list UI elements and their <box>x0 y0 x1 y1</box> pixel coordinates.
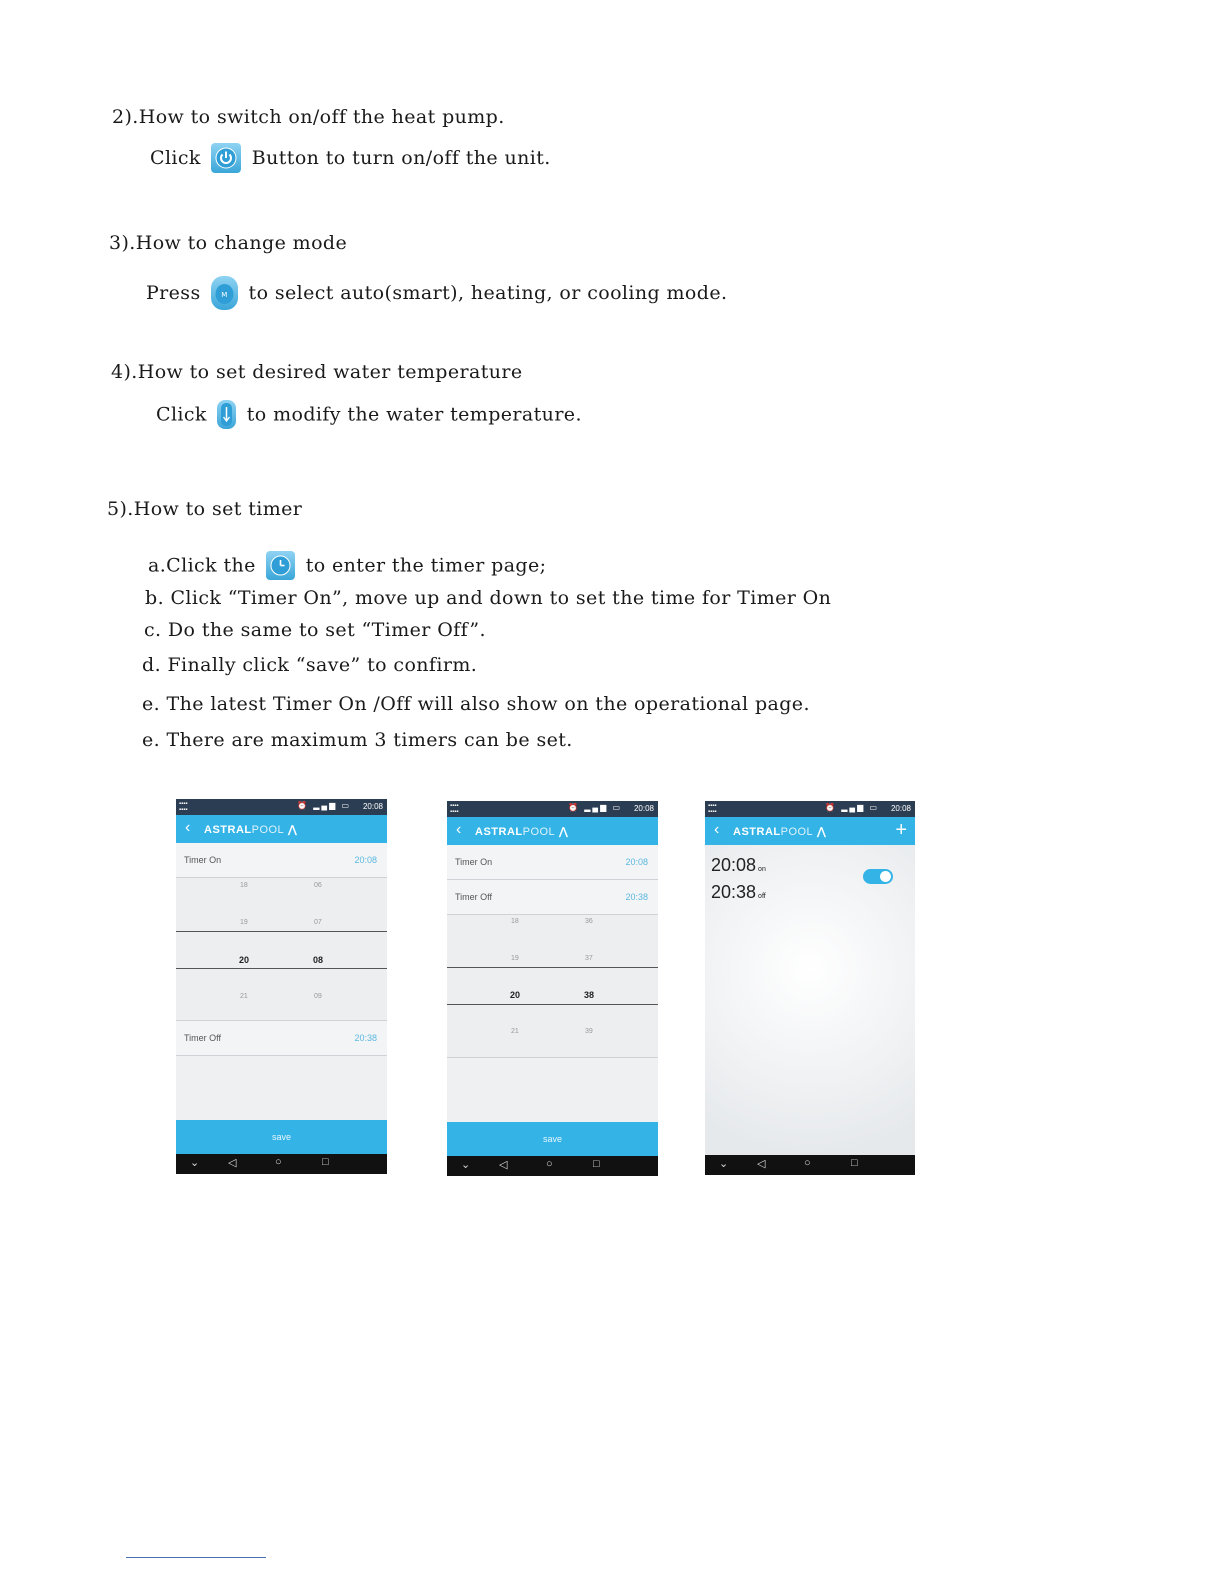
on-time: 20:08 <box>711 855 757 875</box>
section-5-heading: 5).How to set timer <box>107 498 303 520</box>
picker-hour: 18 <box>240 882 248 889</box>
brand-light: POOL <box>522 826 556 838</box>
picker-selection-band <box>176 931 387 969</box>
nav-down-icon[interactable]: ⌄ <box>719 1158 729 1170</box>
section-4-pre: Click <box>156 403 207 426</box>
section-5-step-e2: e. There are maximum 3 timers can be set. <box>142 729 573 751</box>
step-a-post: to enter the timer page; <box>305 554 547 577</box>
picker-minute-selected: 08 <box>313 955 324 965</box>
picker-hour: 19 <box>511 955 519 962</box>
add-timer-icon[interactable]: + <box>895 819 907 841</box>
picker-hour-selected: 20 <box>239 955 250 965</box>
section-3-heading: 3).How to change mode <box>109 232 348 254</box>
phone-screenshot-timer-list <box>705 801 915 1175</box>
picker-minute: 39 <box>585 1028 593 1035</box>
section-5-step-d: d. Finally click “save” to confirm. <box>142 654 478 676</box>
nav-recents-icon[interactable]: □ <box>851 1157 858 1169</box>
status-bar: ▪▪▪▪ ▪▪▪▪ ⏰ ▂▄▆ ▭ 20:08 <box>176 799 387 815</box>
nav-back-icon[interactable]: ◁ <box>757 1158 766 1170</box>
back-icon[interactable]: ‹ <box>456 821 462 838</box>
section-2-pre: Click <box>150 147 201 169</box>
phone-screenshot-timer-off <box>447 801 658 1176</box>
picker-hour: 18 <box>511 918 519 925</box>
brand-light: POOL <box>251 824 285 836</box>
back-icon[interactable]: ‹ <box>185 819 191 836</box>
section-5-step-b: b. Click “Timer On”, move up and down to set the time for Timer On <box>145 587 832 609</box>
picker-selection-band <box>447 967 658 1005</box>
nav-back-icon[interactable]: ◁ <box>228 1157 237 1169</box>
off-label: off <box>758 893 766 900</box>
picker-minute: 09 <box>314 993 322 1000</box>
timer-on-label: Timer On <box>455 857 493 867</box>
section-3-pre: Press <box>146 282 201 304</box>
picker-hour: 19 <box>240 919 248 926</box>
picker-minute: 07 <box>314 919 322 926</box>
status-time: 20:08 <box>633 804 654 813</box>
android-nav-bar <box>176 1154 387 1174</box>
timer-on-value: 20:08 <box>354 855 377 865</box>
timer-on-time <box>711 855 766 876</box>
picker-minute: 36 <box>585 918 593 925</box>
section-2-post: Button to turn on/off the unit. <box>251 147 551 169</box>
status-time: 20:08 <box>890 804 911 813</box>
on-label: on <box>758 866 766 873</box>
timer-off-label: Timer Off <box>455 892 493 902</box>
footer-rule <box>126 1557 266 1558</box>
nav-down-icon[interactable]: ⌄ <box>190 1157 200 1169</box>
timer-off-row[interactable] <box>176 1021 387 1056</box>
nav-recents-icon[interactable]: □ <box>322 1156 329 1168</box>
phone-screenshot-timer-on <box>176 799 387 1174</box>
temperature-icon <box>217 400 236 429</box>
timer-off-value: 20:38 <box>354 1033 377 1043</box>
section-3-instruction <box>146 276 727 310</box>
nav-home-icon[interactable]: ○ <box>275 1156 282 1168</box>
timer-on-label: Timer On <box>184 855 222 865</box>
timer-off-time <box>711 882 766 903</box>
step-a-pre: a.Click the <box>148 554 256 577</box>
time-picker[interactable] <box>176 878 387 1021</box>
nav-home-icon[interactable]: ○ <box>804 1157 811 1169</box>
section-2-heading: 2).How to switch on/off the heat pump. <box>112 106 505 128</box>
brand-bold: ASTRAL <box>733 826 781 838</box>
app-bar <box>447 817 658 845</box>
brand-logo: ASTRALPOOL ⋀ <box>475 826 569 838</box>
off-time: 20:38 <box>711 882 757 902</box>
nav-down-icon[interactable]: ⌄ <box>461 1159 471 1171</box>
brand-logo: ASTRALPOOL ⋀ <box>733 826 827 838</box>
picker-minute: 37 <box>585 955 593 962</box>
timer-on-value: 20:08 <box>625 857 648 867</box>
section-5-step-c: c. Do the same to set “Timer Off”. <box>144 619 486 641</box>
nav-home-icon[interactable]: ○ <box>546 1158 553 1170</box>
time-picker[interactable] <box>447 915 658 1058</box>
section-5-step-a <box>148 551 546 580</box>
brand-logo: ASTRALPOOL ⋀ <box>204 824 298 836</box>
timer-off-label: Timer Off <box>184 1033 222 1043</box>
clock-icon <box>266 551 295 580</box>
section-4-post: to modify the water temperature. <box>246 403 582 426</box>
picker-hour: 21 <box>511 1028 519 1035</box>
nav-back-icon[interactable]: ◁ <box>499 1159 508 1171</box>
timer-off-value: 20:38 <box>625 892 648 902</box>
section-4-heading: 4).How to set desired water temperature <box>111 361 523 383</box>
app-bar <box>705 817 915 845</box>
status-bar: ▪▪▪▪ ▪▪▪▪ ⏰ ▂▄▆ ▭ 20:08 <box>447 801 658 817</box>
mode-icon-letter: M <box>221 291 228 299</box>
section-5-step-e1: e. The latest Timer On /Off will also show on the operational page. <box>142 693 810 715</box>
section-3-post: to select auto(smart), heating, or cooling mode. <box>248 282 728 304</box>
section-4-instruction <box>156 400 582 429</box>
nav-recents-icon[interactable]: □ <box>593 1158 600 1170</box>
picker-hour-selected: 20 <box>510 990 521 1000</box>
timer-off-row[interactable] <box>447 880 658 915</box>
brand-bold: ASTRAL <box>204 824 252 836</box>
timer-toggle-switch[interactable] <box>863 869 893 884</box>
mode-icon <box>211 276 238 310</box>
picker-hour: 21 <box>240 993 248 1000</box>
save-button[interactable]: save <box>447 1122 658 1156</box>
save-button[interactable]: save <box>176 1120 387 1154</box>
brand-bold: ASTRAL <box>475 826 523 838</box>
status-time: 20:08 <box>362 802 383 811</box>
app-bar <box>176 815 387 843</box>
timer-on-row[interactable] <box>447 845 658 880</box>
section-2-instruction <box>150 143 551 173</box>
status-bar: ▪▪▪▪ ▪▪▪▪ ⏰ ▂▄▆ ▭ 20:08 <box>705 801 915 817</box>
picker-minute-selected: 38 <box>584 990 595 1000</box>
brand-light: POOL <box>780 826 814 838</box>
back-icon[interactable]: ‹ <box>714 821 720 838</box>
timer-on-row[interactable] <box>176 843 387 878</box>
android-nav-bar <box>705 1155 915 1175</box>
power-icon <box>211 143 241 173</box>
android-nav-bar <box>447 1156 658 1176</box>
picker-minute: 06 <box>314 882 322 889</box>
